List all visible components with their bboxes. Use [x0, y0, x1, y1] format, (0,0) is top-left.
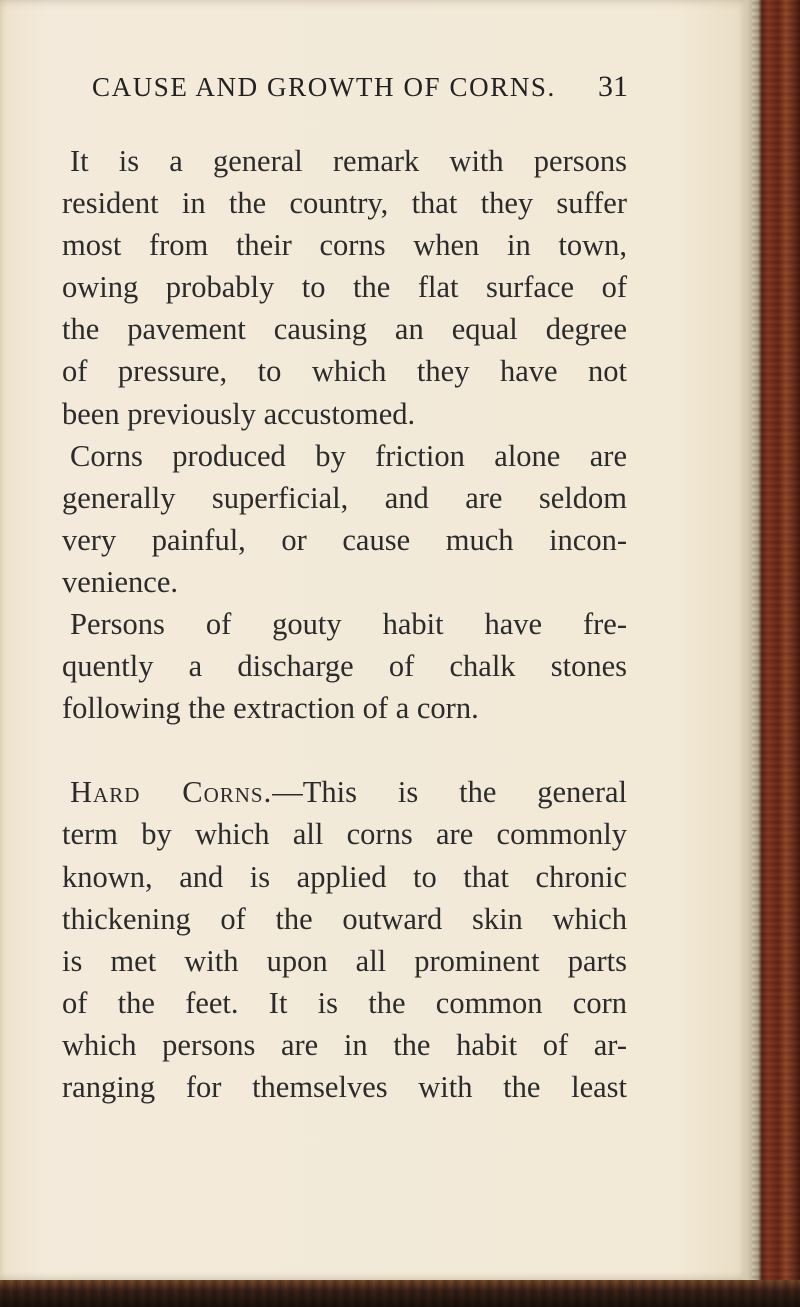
text-line: of pressure, to which they have not [62, 354, 627, 389]
running-title: CAUSE AND GROWTH OF CORNS. [92, 72, 556, 102]
section-heading: Hard Corns. [70, 775, 273, 810]
heading-line-rest: —This is the general [272, 775, 627, 810]
paragraph-1 [62, 140, 627, 435]
text-line: thickening of the outward skin which [62, 901, 627, 936]
book-spine-binding [752, 0, 800, 1307]
text-line: which persons are in the habit of ar- [62, 1027, 627, 1062]
text-line [62, 771, 627, 813]
text-line: been previously accustomed. [62, 396, 416, 431]
text-line: term by which all corns are commonly [62, 817, 627, 852]
section-gap [62, 729, 627, 771]
text-line: generally superficial, and are seldom [62, 480, 627, 515]
paragraph-hard-corns [62, 771, 627, 1108]
page-number: 31 [598, 70, 628, 103]
text-line: owing probably to the flat surface of [62, 270, 627, 305]
text-line: very painful, or cause much incon- [62, 522, 627, 557]
text-line: resident in the country, that they suffer [62, 186, 627, 221]
text-line: ranging for themselves with the least [62, 1069, 627, 1104]
text-line: quently a discharge of chalk stones [62, 649, 627, 684]
text-line: most from their corns when in town, [62, 228, 627, 263]
text-line: Corns produced by friction alone are [70, 438, 627, 473]
page-header [92, 72, 628, 112]
text-line: of the feet. It is the common corn [62, 985, 627, 1020]
text-line: It is a general remark with persons [70, 144, 627, 178]
text-line: known, and is applied to that chronic [62, 859, 627, 894]
body-text [62, 140, 627, 1108]
text-line: venience. [62, 564, 178, 599]
paragraph-2 [62, 435, 627, 603]
text-line: the pavement causing an equal degree [62, 312, 627, 347]
text-line: following the extraction of a corn. [62, 691, 479, 726]
book-bottom-edge [0, 1280, 800, 1307]
text-line: Persons of gouty habit have fre- [70, 607, 627, 642]
text-line: is met with upon all prominent parts [62, 943, 627, 978]
paragraph-3 [62, 603, 627, 729]
